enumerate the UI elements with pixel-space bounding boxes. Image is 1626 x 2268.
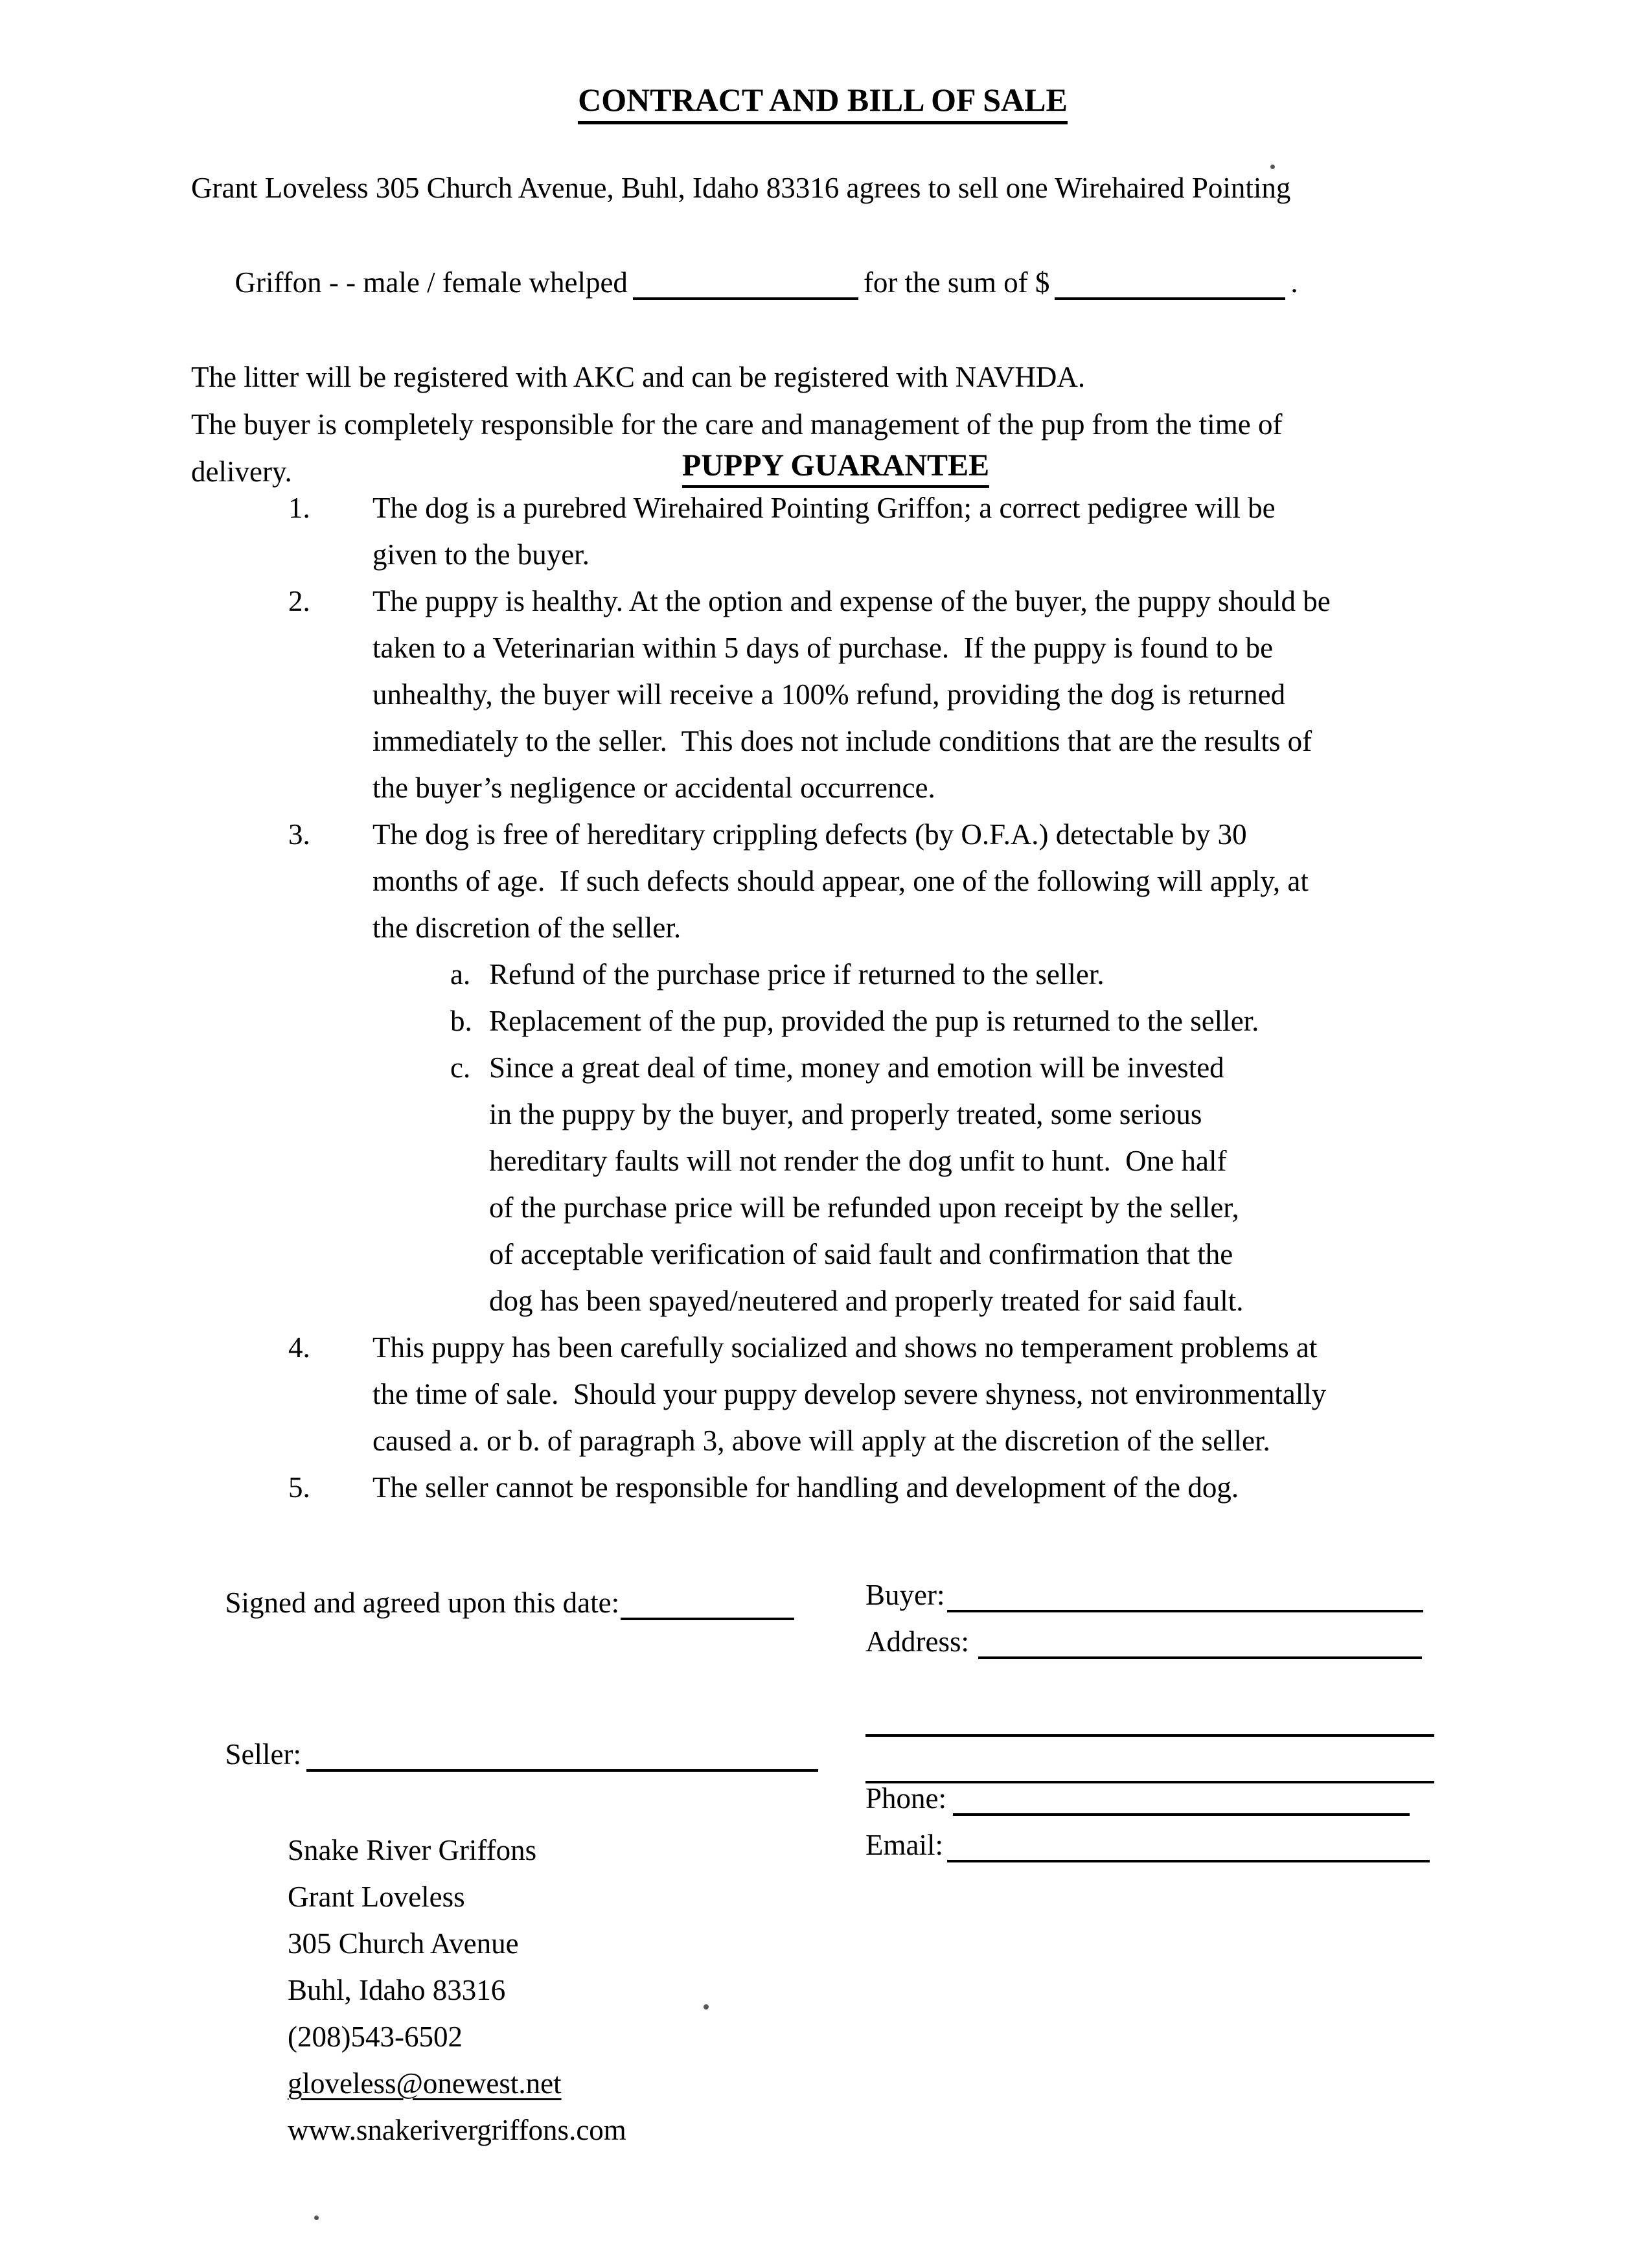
guarantee-subitem-b — [450, 998, 1438, 1044]
item-text-line: taken to a Veterinarian within 5 days of purchase. If the puppy is found to be — [372, 632, 1274, 664]
item-text-line: The dog is a purebred Wirehaired Pointing Griffon; a correct pedigree will be — [372, 492, 1276, 524]
address-blank — [978, 1627, 1422, 1659]
document-title — [0, 79, 1626, 120]
item-text — [372, 811, 1438, 1324]
item-text-line: The seller cannot be responsible for handling and development of the dog. — [372, 1471, 1239, 1504]
guarantee-item-3 — [181, 811, 1451, 1324]
subitem-marker: c. — [450, 1051, 471, 1084]
intro-line-2-mid: for the sum of $ — [863, 266, 1050, 299]
item-number: 2. — [288, 585, 310, 617]
subitem-marker: b. — [450, 1005, 472, 1037]
item-text-line: the buyer’s negligence or accidental occurrence. — [372, 772, 935, 804]
intro-line-2-end: . — [1290, 266, 1298, 299]
intro-line-2-pre: Griffon - - male / female whelped — [235, 266, 628, 299]
date-signed-label: Signed and agreed upon this date: — [225, 1586, 620, 1619]
guarantee-item-2 — [181, 578, 1451, 811]
subitem-text-line: in the puppy by the buyer, and properly treated, some serious — [489, 1098, 1202, 1130]
buyer-phone-line — [865, 1775, 1481, 1822]
item-number: 4. — [288, 1331, 310, 1364]
intro-line-3: The litter will be registered with AKC and can be registered with NAVHDA. — [191, 361, 1086, 393]
scan-artifact-dot — [704, 2004, 709, 2010]
intro-line-1: Grant Loveless 305 Church Avenue, Buhl, Idaho 83316 agrees to sell one Wirehaired Pointing — [191, 172, 1291, 204]
buyer-address-line — [865, 1618, 1481, 1665]
item-number: 5. — [288, 1471, 310, 1504]
phone-blank — [953, 1783, 1410, 1816]
address-label: Address: — [865, 1625, 969, 1658]
address-extra-blank-1 — [865, 1704, 1434, 1737]
whelped-date-blank — [633, 268, 858, 300]
seller-signature-blank — [306, 1739, 818, 1772]
item-number: 1. — [288, 492, 310, 524]
guarantee-item-1 — [181, 485, 1451, 578]
buyer-signature-line — [865, 1572, 1481, 1618]
price-blank — [1055, 268, 1285, 300]
guarantee-subitem-c — [450, 1044, 1438, 1324]
email-blank — [947, 1830, 1430, 1862]
subitem-text-line: of the purchase price will be refunded upon receipt by the seller, — [489, 1191, 1239, 1224]
subitem-text — [489, 1044, 1438, 1324]
subitem-text — [489, 998, 1438, 1044]
subitem-text-line: dog has been spayed/neutered and properly treated for said fault. — [489, 1285, 1244, 1317]
intro-line-4: The buyer is completely responsible for the care and management of the pup from the time of — [191, 408, 1283, 441]
seller-label: Seller: — [225, 1738, 301, 1770]
subitem-text-line: of acceptable verification of said fault and confirmation that the — [489, 1238, 1233, 1270]
buyer-label: Buyer: — [865, 1579, 945, 1611]
guarantee-heading-text: PUPPY GUARANTEE — [682, 448, 989, 488]
document-title-text: CONTRACT AND BILL OF SALE — [578, 82, 1068, 124]
item-number: 3. — [288, 818, 310, 851]
signature-section — [181, 1533, 1477, 2146]
seller-phone: (208)543-6502 — [288, 2021, 463, 2053]
seller-street: 305 Church Avenue — [288, 1927, 519, 1960]
date-signed-blank — [621, 1588, 794, 1620]
email-label: Email: — [865, 1829, 943, 1861]
guarantee-item-4 — [181, 1324, 1451, 1464]
item-text-line: the discretion of the seller. — [372, 911, 681, 944]
buyer-email-line — [865, 1822, 1481, 1868]
item-text-line: given to the buyer. — [372, 538, 590, 571]
subitem-marker: a. — [450, 958, 471, 991]
item-text-line: immediately to the seller. This does not include conditions that are the results of — [372, 725, 1312, 757]
item-text-line: The puppy is healthy. At the option and expense of the buyer, the puppy should be — [372, 585, 1331, 617]
item-text-line: This puppy has been carefully socialized and shows no temperament problems at — [372, 1331, 1318, 1364]
guarantee-item-5 — [181, 1464, 1451, 1511]
subitem-text-line: Since a great deal of time, money and emotion will be invested — [489, 1051, 1224, 1084]
item-text-line: The dog is free of hereditary crippling defects (by O.F.A.) detectable by 30 — [372, 818, 1247, 851]
item-text-line: caused a. or b. of paragraph 3, above will apply at the discretion of the seller. — [372, 1425, 1270, 1457]
intro-line-5: delivery. — [191, 455, 292, 488]
item-text — [372, 1464, 1438, 1511]
seller-business-name: Snake River Griffons — [288, 1834, 537, 1866]
item-text — [372, 1324, 1438, 1464]
item-text — [372, 578, 1438, 811]
seller-name: Grant Loveless — [288, 1881, 465, 1913]
subitem-text-line: Refund of the purchase price if returned to the seller. — [489, 958, 1105, 991]
seller-website: www.snakerivergriffons.com — [288, 2114, 626, 2146]
item-text-line: the time of sale. Should your puppy develop severe shyness, not environmentally — [372, 1378, 1327, 1410]
seller-email: gloveless@onewest.net — [288, 2067, 562, 2100]
guarantee-subitem-a — [450, 951, 1438, 998]
subitem-text-line: hereditary faults will not render the dog unfit to hunt. One half — [489, 1145, 1227, 1177]
item-text — [372, 485, 1438, 578]
buyer-address-extra-line-1 — [865, 1696, 1481, 1743]
scan-artifact-dot — [1270, 165, 1275, 169]
intro-paragraph — [191, 165, 1441, 496]
guarantee-heading — [0, 447, 1626, 485]
buyer-signature-blank — [947, 1580, 1423, 1612]
item-text-line: unhealthy, the buyer will receive a 100% refund, providing the dog is returned — [372, 678, 1286, 711]
subitem-text — [489, 951, 1438, 998]
intro-line-2 — [191, 212, 1441, 354]
scan-artifact-dot — [314, 2216, 319, 2220]
guarantee-list — [181, 485, 1451, 1511]
phone-label: Phone: — [865, 1782, 947, 1815]
seller-city: Buhl, Idaho 83316 — [288, 1974, 506, 2006]
seller-info-block — [288, 1827, 1477, 2153]
item-text-line: months of age. If such defects should appear, one of the following will apply, at — [372, 865, 1309, 897]
subitem-text-line: Replacement of the pup, provided the pup is returned to the seller. — [489, 1005, 1259, 1037]
